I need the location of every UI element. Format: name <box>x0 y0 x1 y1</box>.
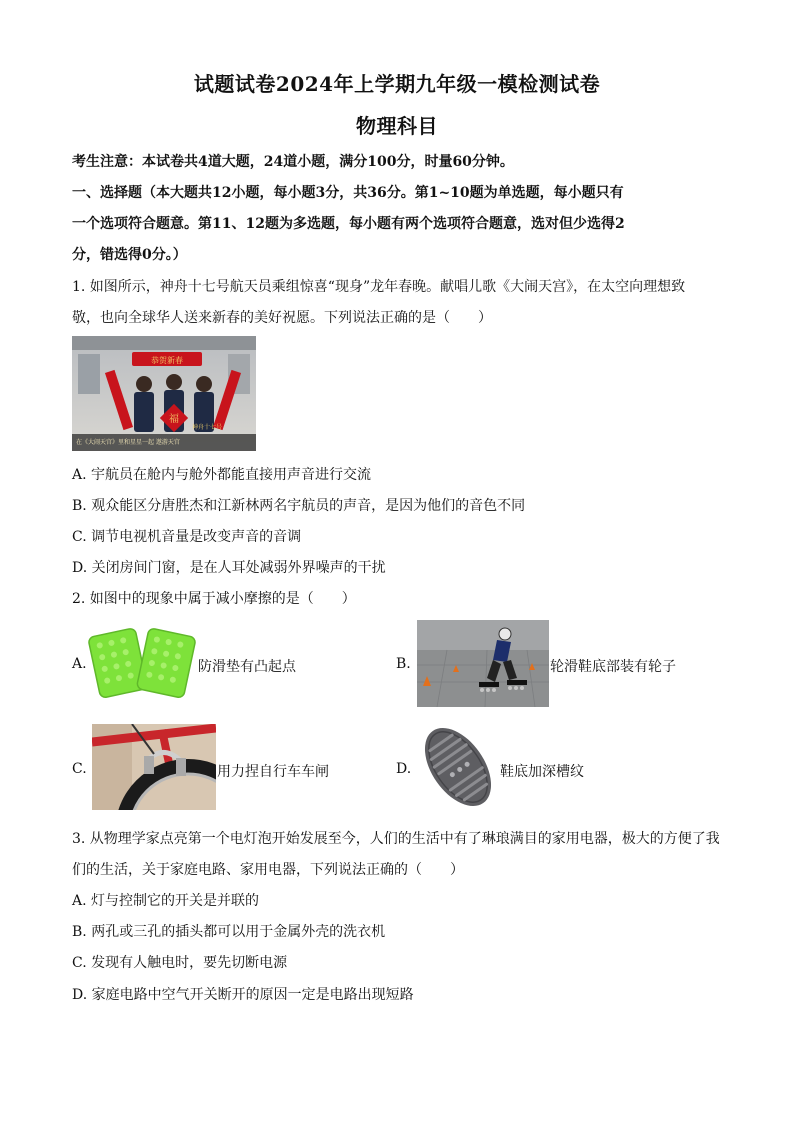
subject-title: 物理科目 <box>356 114 438 138</box>
q1-option-a: A. 宇航员在舱内与舱外都能直接用声音进行交流 <box>72 467 372 483</box>
svg-text:恭贺新春: 恭贺新春 <box>151 356 183 365</box>
photo-caption: 在《大闹天宫》里和星星一起 遨游天宫 <box>76 439 180 446</box>
q2-b-text: 轮滑鞋底部装有轮子 <box>550 659 676 675</box>
q2-d-label: D. <box>396 761 412 777</box>
q3-option-c: C. 发现有人触电时，要先切断电源 <box>72 955 288 971</box>
q2-c-text: 用力捏自行车车闸 <box>217 764 329 780</box>
q2-d-text: 鞋底加深槽纹 <box>500 764 584 780</box>
shoe-sole-image <box>417 722 499 812</box>
section1-line3: 分，错选得0分。） <box>72 247 187 263</box>
q2-a-text: 防滑垫有凸起点 <box>198 659 296 675</box>
q1-option-d: D. 关闭房间门窗，是在人耳处减弱外界噪声的干扰 <box>72 560 386 576</box>
section1-line1: 一、选择题（本大题共12小题，每小题3分，共36分。第1~10题为单选题，每小题只有 <box>72 185 624 201</box>
q2-stem: 2. 如图中的现象中属于减小摩擦的是（ ） <box>72 591 356 607</box>
q1-option-b: B. 观众能区分唐胜杰和江新林两名宇航员的声音，是因为他们的音色不同 <box>72 498 526 514</box>
q2-b-label: B. <box>396 656 411 672</box>
section1-line2: 一个选项符合题意。第11、12题为多选题，每小题有两个选项符合题意，选对但少选得2 <box>72 216 625 232</box>
bicycle-brake-image <box>92 724 216 810</box>
q3-stem-line2: 们的生活，关于家庭电路、家用电器，下列说法正确的（ ） <box>72 862 464 878</box>
q1-option-c: C. 调节电视机音量是改变声音的音调 <box>72 529 302 545</box>
svg-text:福: 福 <box>169 414 179 425</box>
q2-c-label: C. <box>72 761 87 777</box>
q1-stem-line1: 1. 如图所示，神舟十七号航天员乘组惊喜“现身”龙年春晚。献唱儿歌《大闹天宫》，在太空向理想致 <box>72 279 686 295</box>
q3-option-b: B. 两孔或三孔的插头都可以用于金属外壳的洗衣机 <box>72 924 386 940</box>
exam-notice: 考生注意：本试卷共4道大题，24道小题，满分100分，时量60分钟。 <box>72 154 514 170</box>
exam-title: 试题试卷2024年上学期九年级一模检测试卷 <box>193 72 601 96</box>
anti-slip-mat-image <box>88 624 196 704</box>
q1-stem-line2: 敬，也向全球华人送来新春的美好祝愿。下列说法正确的是（ ） <box>72 310 492 326</box>
astronaut-photo-image <box>72 336 256 451</box>
q3-option-a: A. 灯与控制它的开关是并联的 <box>72 893 260 909</box>
photo-banner: 神舟十七号 <box>192 424 223 431</box>
q1-astronaut-photo <box>72 336 256 451</box>
q3-stem-line1: 3. 从物理学家点亮第一个电灯泡开始发展至今，人们的生活中有了琳琅满目的家用电器，极大的方便了我 <box>72 831 720 847</box>
q2-a-label: A. <box>72 656 87 672</box>
roller-skater-image <box>417 620 549 707</box>
q3-option-d: D. 家庭电路中空气开关断开的原因一定是电路出现短路 <box>72 987 414 1003</box>
